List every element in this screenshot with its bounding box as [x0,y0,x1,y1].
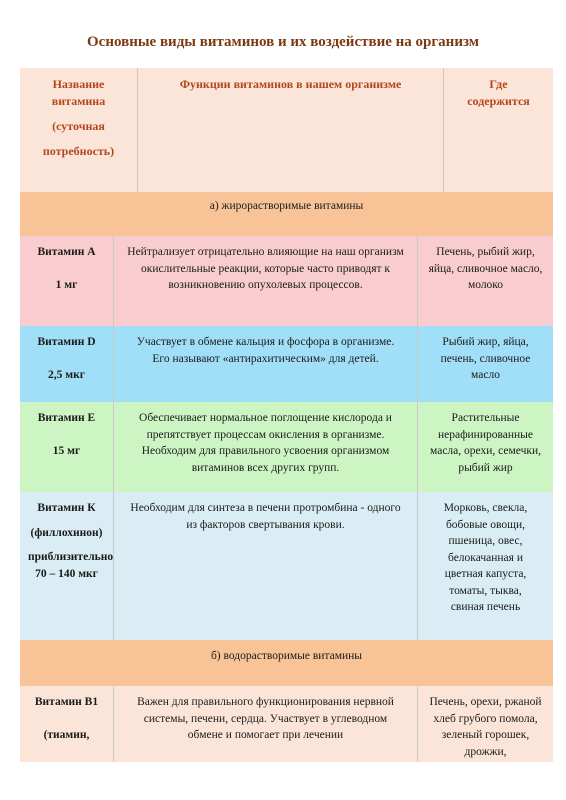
vitamin-function: Важен для правильного функционирования нервной системы, печени, сердца. Участвует в углеводном обмене и помогает при лечении [137,696,394,741]
section-fat-soluble [20,192,553,236]
vitamin-sources: Морковь, свекла, бобовые овощи, пшеница, овес, белокачанная и цветная капуста, томаты, тыква, свиная печень [443,502,528,613]
table-row [20,326,553,402]
vitamin-sources-cell [418,326,553,402]
section-fat-label: а) жирорастворимые витамины [209,200,364,212]
vitamin-function: Нейтрализует отрицательно влияющие на наш организм окислительные реакции, которые часто приводят к возникновению опухолевых процессов. [127,246,404,291]
header-vitamin-name [20,68,138,192]
vitamin-name: Витамин А [37,246,96,258]
header-sources-line1: Где [489,77,508,91]
vitamin-function-cell [114,402,418,492]
vitamin-function-cell [114,686,418,762]
table-row [20,402,553,492]
header-name-line2: витамина [51,94,106,108]
header-name-line3: (суточная [52,119,105,133]
table-header-row [20,68,553,192]
vitamin-name-alt: (тиамин, [43,728,90,741]
vitamin-dose: 15 мг [52,444,81,457]
vitamin-dose: 2,5 мкг [48,368,85,381]
vitamin-name-alt: (филлохинон) [30,526,103,539]
table-row [20,686,553,762]
vitamin-function: Участвует в обмене кальция и фосфора в организме. Его называют «антирахитическим» для детей. [136,336,395,365]
header-functions [138,68,444,192]
vitamin-name-cell [20,686,114,762]
header-functions-label: Функции витаминов в нашем организме [179,77,402,91]
vitamin-function-cell [114,492,418,640]
table-row [20,236,553,326]
header-sources [444,68,553,192]
vitamin-name-cell [20,236,114,326]
vitamin-sources-cell [418,492,553,640]
vitamin-sources-cell [418,402,553,492]
vitamin-sources: Печень, орехи, ржаной хлеб грубого помола, зеленый горошек, дрожжи, [429,696,542,758]
vitamin-name-cell [20,326,114,402]
header-sources-line2: содержится [467,94,530,108]
vitamin-sources: Печень, рыбий жир, яйца, сливочное масло, молоко [428,246,543,291]
vitamin-function: Необходим для синтеза в печени протромбина - одного из факторов свертывания крови. [130,502,401,531]
vitamin-dose: 1 мг [55,278,78,291]
vitamin-function: Обеспечивает нормальное поглощение кислорода и препятствует процессам окисления в организме. Необходим для правильного усвоения организмом витаминов всех других групп. [139,412,392,474]
vitamin-name-cell [20,492,114,640]
vitamin-sources-cell [418,236,553,326]
vitamin-function-cell [114,326,418,402]
vitamin-name: Витамин В1 [34,696,99,708]
header-name-line1: Название [52,77,105,91]
section-water-label: б) водорастворимые витамины [210,650,363,662]
vitamin-name: Витамин D [37,336,96,348]
vitamin-name: Витамин Е [37,412,96,424]
vitamin-name: Витамин К [37,502,96,514]
vitamin-dose: приблизительно 70 – 140 мкг [28,551,114,580]
vitamin-name-cell [20,402,114,492]
table-row [20,492,553,640]
vitamin-function-cell [114,236,418,326]
header-name-line4: потребность) [42,144,115,158]
vitamin-sources: Растительные нерафинированные масла, орехи, семечки, рыбий жир [430,412,541,474]
vitamin-sources-cell [418,686,553,762]
page-title: Основные виды витаминов и их воздействие на организм [87,34,479,50]
vitamin-sources: Рыбий жир, яйца, печень, сливочное масло [440,336,531,381]
section-water-soluble [20,640,553,686]
